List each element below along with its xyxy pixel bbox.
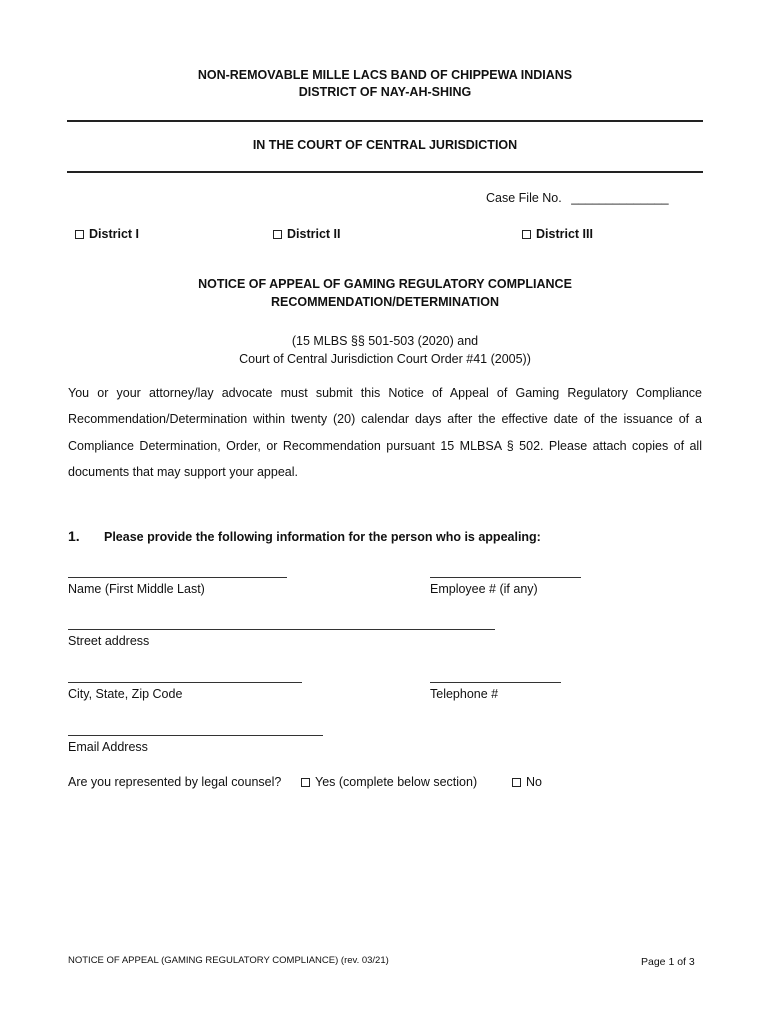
citation-line-1: (15 MLBS §§ 501-503 (2020) and	[291, 334, 479, 348]
counsel-yes-label: Yes (complete below section)	[315, 775, 478, 789]
telephone-label: Telephone #	[430, 687, 499, 701]
district-1-label: District I	[89, 227, 140, 241]
employee-number-label: Employee # (if any)	[430, 582, 538, 596]
case-file-blank[interactable]: ______________	[571, 191, 669, 205]
district-1-option[interactable]	[75, 227, 139, 241]
top-rule	[67, 120, 703, 122]
court-title: IN THE COURT OF CENTRAL JURISDICTION	[252, 138, 518, 152]
counsel-no-option[interactable]	[512, 775, 542, 789]
street-address-input[interactable]	[68, 629, 495, 630]
email-label: Email Address	[68, 740, 148, 754]
district-2-checkbox[interactable]	[273, 230, 282, 239]
citation-line-2: Court of Central Jurisdiction Court Order #41 (2005))	[239, 352, 531, 366]
footer-form-title: NOTICE OF APPEAL (GAMING REGULATORY COMPLIANCE) (rev. 03/21)	[68, 955, 389, 966]
counsel-yes-option[interactable]	[301, 775, 477, 789]
telephone-input[interactable]	[430, 682, 561, 683]
district-2-label: District II	[287, 227, 341, 241]
case-file-field	[486, 191, 669, 205]
name-label: Name (First Middle Last)	[68, 582, 205, 596]
district-3-label: District III	[536, 227, 593, 241]
bottom-rule	[67, 171, 703, 173]
header-line-1: NON-REMOVABLE MILLE LACS BAND OF CHIPPEWA INDIANS	[197, 68, 573, 82]
intro-paragraph: You or your attorney/lay advocate must submit this Notice of Appeal of Gaming Regulatory Compliance Recommendation/Determination within twenty (20) calendar days after the effective date of the issuance of a Compliance Determination, Order, or Recommendation pursuant 15 MLBSA § 502. Please attach copies of all documents that may support your appeal.	[68, 386, 702, 479]
district-3-option[interactable]	[522, 227, 593, 241]
street-address-label: Street address	[68, 634, 150, 648]
notice-title-line-1: NOTICE OF APPEAL OF GAMING REGULATORY COMPLIANCE	[198, 277, 572, 291]
city-state-zip-input[interactable]	[68, 682, 302, 683]
counsel-no-checkbox[interactable]	[512, 778, 521, 787]
employee-number-input[interactable]	[430, 577, 581, 578]
district-1-checkbox[interactable]	[75, 230, 84, 239]
district-3-checkbox[interactable]	[522, 230, 531, 239]
section-1-number: 1.	[68, 528, 80, 544]
page-number: Page 1 of 3	[641, 956, 695, 968]
district-2-option[interactable]	[273, 227, 341, 241]
notice-title-line-2: RECOMMENDATION/DETERMINATION	[271, 295, 499, 309]
name-input[interactable]	[68, 577, 287, 578]
email-input[interactable]	[68, 735, 323, 736]
section-1-heading: Please provide the following information for the person who is appealing:	[104, 530, 541, 544]
counsel-no-label: No	[526, 775, 542, 789]
header-line-2: DISTRICT OF NAY-AH-SHING	[298, 85, 472, 99]
case-file-label: Case File No.	[486, 191, 562, 205]
counsel-question: Are you represented by legal counsel?	[68, 775, 282, 789]
city-state-zip-label: City, State, Zip Code	[68, 687, 183, 701]
counsel-yes-checkbox[interactable]	[301, 778, 310, 787]
